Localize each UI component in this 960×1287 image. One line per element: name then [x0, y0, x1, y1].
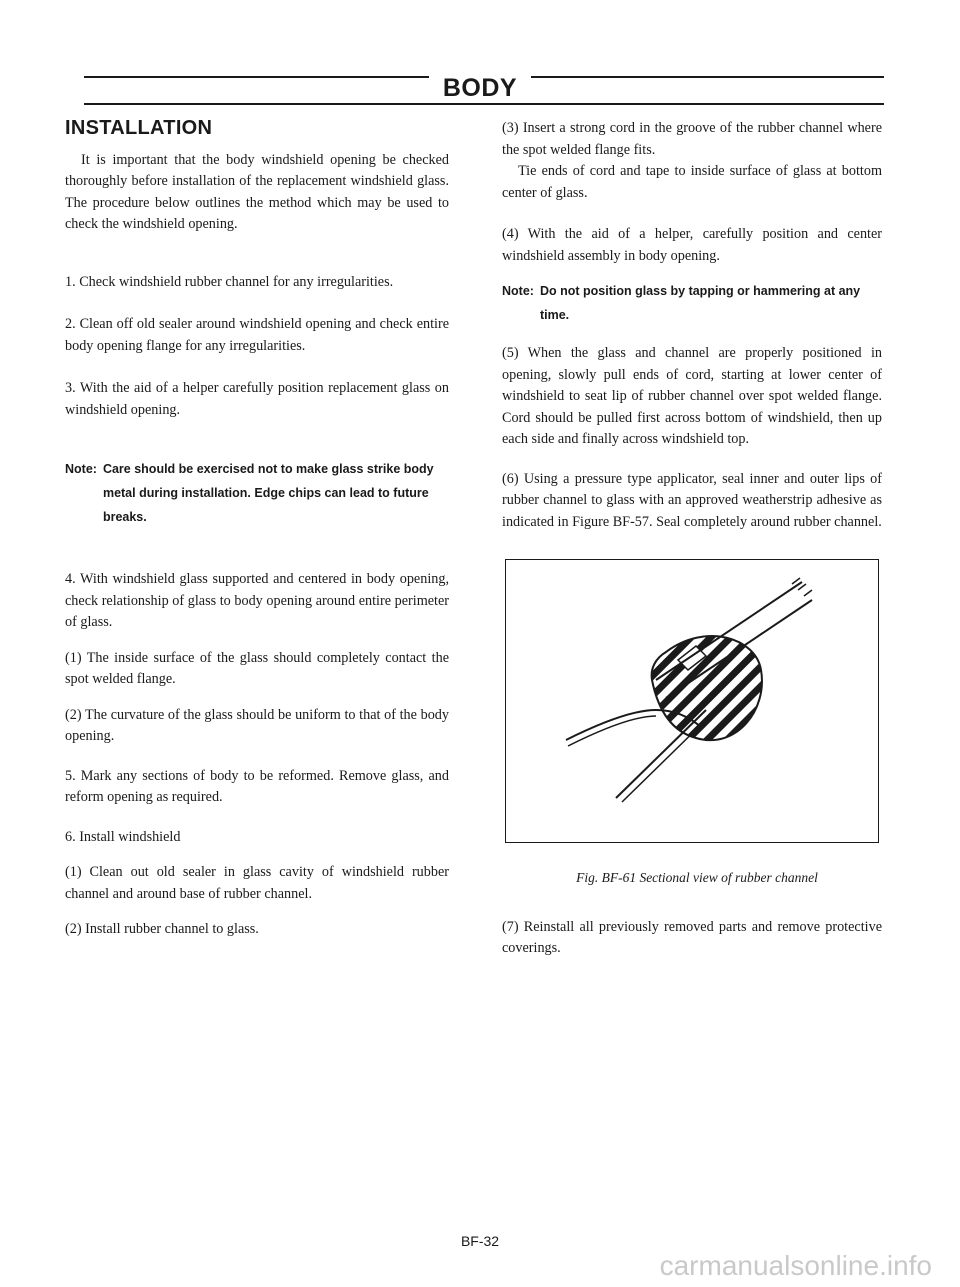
step-2: 2. Clean off old sealer around windshield opening and check entire body opening flange for any irregularities. [65, 316, 449, 354]
step-4: 4. With windshield glass supported and centered in body opening, check relationship of glass to body opening around entire perimeter of glass. [65, 571, 449, 630]
watermark: carmanualsonline.info [659, 1250, 932, 1281]
step-6-6: (6) Using a pressure type applicator, seal inner and outer lips of rubber channel to glass with an approved weatherstrip adhesive as indicated in Figure BF-57. Seal completely around rubber channel. [502, 470, 882, 530]
note-no-tapping [502, 279, 882, 327]
note-label: Note: [502, 284, 534, 298]
note-label: Note: [65, 462, 97, 476]
step-3: 3. With the aid of a helper carefully position replacement glass on windshield opening. [65, 380, 449, 418]
note-glass-strike [65, 457, 449, 529]
step-6: 6. Install windshield [65, 828, 181, 845]
figure-rubber-channel [505, 559, 879, 843]
step-5: 5. Mark any sections of body to be reformed. Remove glass, and reform opening as required. [65, 767, 449, 805]
section-title: INSTALLATION [65, 117, 213, 139]
page-header [0, 74, 960, 103]
step-6-1: (1) Clean out old sealer in glass cavity of windshield rubber channel and around base of rubber channel. [65, 864, 449, 902]
step-6-2: (2) Install rubber channel to glass. [65, 921, 259, 937]
intro-paragraph: It is important that the body windshield opening be checked thoroughly before installation of the replacement windshield glass. The procedure below outlines the method which may be used to check the windshield opening. [65, 151, 449, 232]
spot-welded-flange [616, 710, 706, 798]
left-column [65, 118, 449, 941]
rubber-channel-illustration [506, 560, 878, 842]
header-rule-bottom [84, 103, 884, 105]
note-text: Care should be exercised not to make glass strike body metal during installation. Edge chips can lead to future breaks. [102, 462, 434, 524]
step-4-2: (2) The curvature of the glass should be uniform to that of the body opening. [65, 706, 449, 744]
step-4-1: (1) The inside surface of the glass should completely contact the spot welded flange. [65, 649, 449, 687]
step-6-3: (3) Insert a strong cord in the groove of the rubber channel where the spot welded flange fits. [502, 120, 882, 158]
step-6-5: (5) When the glass and channel are properly positioned in opening, slowly pull ends of cord, starting at lower center of windshield to seat lip of rubber channel over spot welded flange. Cord should be pulled first across bottom of windshield, then up each side and finally across windshield top. [502, 345, 882, 447]
figure-caption: Fig. BF-61 Sectional view of rubber channel [576, 870, 818, 885]
rubber-channel-section [652, 636, 762, 740]
note-text: Do not position glass by tapping or hammering at any time. [539, 284, 861, 322]
step-6-4: (4) With the aid of a helper, carefully position and center windshield assembly in body opening. [502, 226, 882, 264]
step-1: 1. Check windshield rubber channel for any irregularities. [65, 273, 394, 290]
step-6-7: (7) Reinstall all previously removed parts and remove protective coverings. [502, 918, 882, 956]
step-6-3-cont: Tie ends of cord and tape to inside surface of glass at bottom center of glass. [502, 163, 882, 201]
page-number: BF-32 [460, 1233, 500, 1249]
right-column [502, 118, 882, 960]
header-title: BODY [429, 74, 531, 102]
